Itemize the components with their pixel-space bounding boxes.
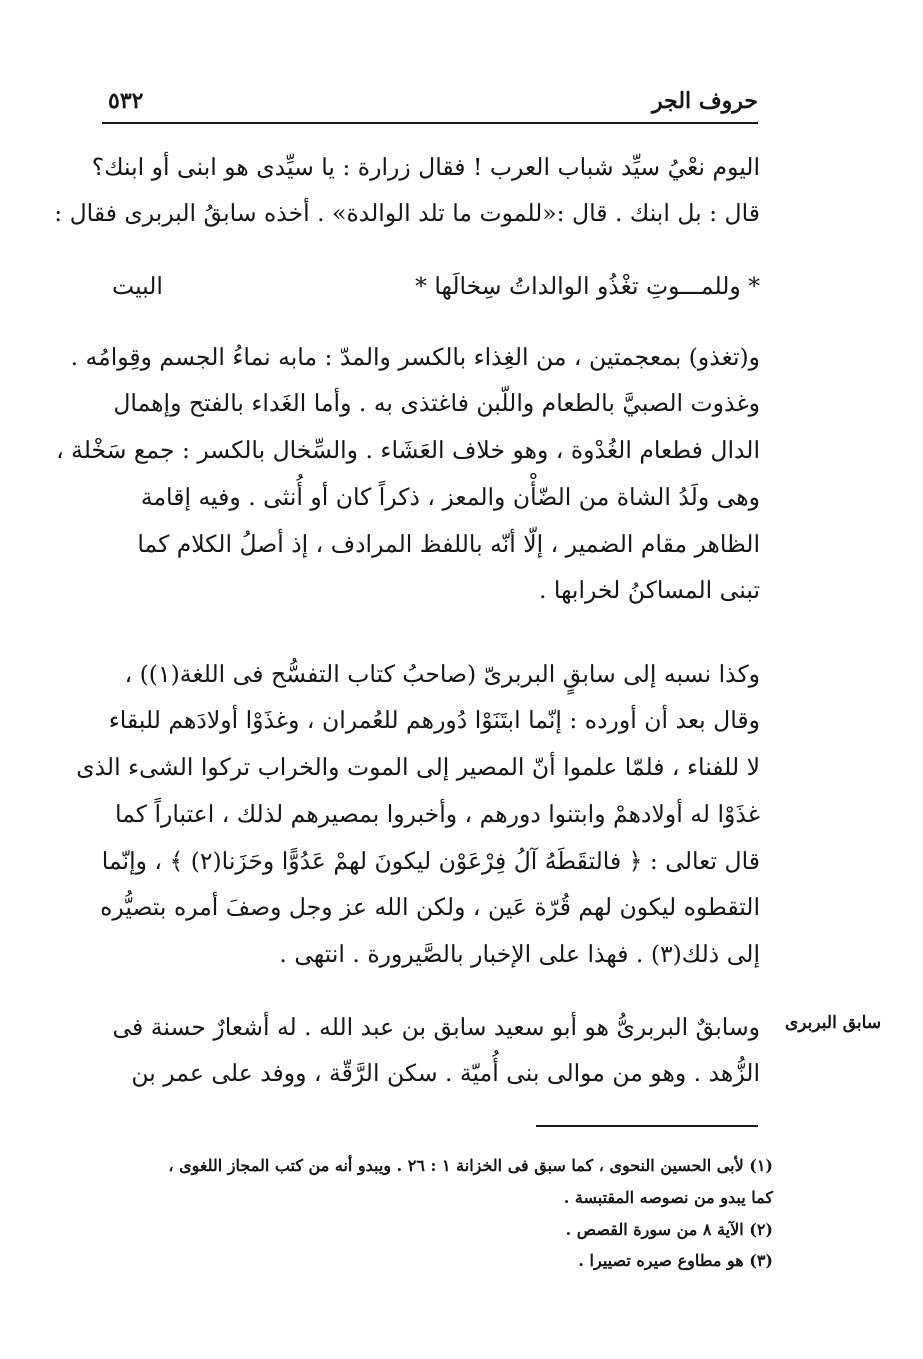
text-line: وسابقٌ البربرىُّ هو أبو سعيد سابق بن عبد الله . له أشعارٌ حسنة فى bbox=[112, 1013, 760, 1041]
text-line: اليوم نعْيُ سيِّد شباب العرب ! فقال زرارة : يا سيِّدى هو ابنى أو ابنك؟ bbox=[91, 153, 760, 181]
text-line: قال : بل ابنك . قال :«للموت ما تلد الوالدة» . أخذه سابقُ البربرى فقال : bbox=[54, 199, 760, 227]
intro-block bbox=[54, 143, 760, 243]
margin-note: سابق البربرى bbox=[785, 1013, 882, 1033]
text-line: وغذوت الصبيَّ بالطعام واللّبن فاغتذى به . وأما الغَداء بالفتح وإهمال bbox=[113, 389, 760, 417]
running-title: حروف الجر bbox=[652, 88, 758, 114]
footnote: (١) لأبى الحسين النحوى ، كما سبق فى الخزانة ١ : ٢٦ . ويبدو أنه من كتب المجاز اللغوى ، bbox=[168, 1156, 773, 1175]
paragraph-1 bbox=[56, 333, 760, 633]
page-number: ٥٣٢ bbox=[108, 88, 144, 114]
footnote: (٢) الآية ٨ من سورة القصص . bbox=[565, 1220, 773, 1239]
verse-line bbox=[112, 262, 760, 310]
text-line: الزُّهد . وهو من موالى بنى أُميّة . سكن الرَّقّة ، ووفد على عمر بن bbox=[131, 1059, 760, 1087]
text-line: وقال بعد أن أورده : إنّما ابتَنَوْا دُورهم للعُمران ، وغذَوْا أولادَهم للبقاء bbox=[108, 706, 760, 734]
footnote-rule bbox=[536, 1125, 758, 1127]
text-line: التقطوه ليكون لهم قُرّة عَين ، ولكن الله عز وجل وصفَ أمره بتصيُّره bbox=[100, 893, 760, 921]
text-line: الدال فطعام الغُدْوة ، وهو خلاف العَشَاء . والسِّخال بالكسر : جمع سَخْلة ، bbox=[56, 436, 760, 464]
text-line: و(تغذو) بمعجمتين ، من الغِذاء بالكسر والمدّ : مابه نماءُ الجسم وقِوامُه . bbox=[70, 343, 760, 371]
page-header bbox=[108, 86, 758, 116]
footnote: كما يبدو من نصوصه المقتبسة . bbox=[563, 1188, 773, 1207]
text-line: لا للفناء ، فلمّا علموا أنّ المصير إلى الموت والخراب تركوا الشىء الذى bbox=[76, 753, 760, 781]
text-line: الظاهر مقام الضمير ، إلّا أنّه باللفظ المرادف ، إذ أصلُ الكلام كما bbox=[137, 530, 760, 558]
verse-tag: البيت bbox=[112, 272, 163, 300]
header-rule bbox=[102, 122, 758, 124]
text-line: غذَوْا له أولادهمْ وابتنوا دورهم ، وأخبروا بمصيرهم لذلك ، اعتباراً كما bbox=[115, 800, 760, 828]
footnote: (٣) هو مطاوع صيره تصييرا . bbox=[578, 1251, 773, 1270]
text-line: إلى ذلك(٣) . فهذا على الإخبار بالصَّيرورة . انتهى . bbox=[279, 940, 760, 968]
paragraph-2 bbox=[76, 650, 760, 990]
text-line: قال تعالى : ﴿ فالتقَطَهُ آلُ فِرْعَوْن ليكونَ لهمْ عَدُوًّا وحَزَنا(٢) ﴾ ، وإنّما bbox=[101, 847, 760, 875]
verse-text: * وللمـــوتِ تغْذُو الوالداتُ سِخالَها * bbox=[415, 272, 760, 300]
paragraph-3 bbox=[112, 1003, 760, 1103]
text-line: وكذا نسبه إلى سابقٍ البربرىّ (صاحبُ كتاب التفسُّح فى اللغة(١)) ، bbox=[124, 660, 760, 688]
text-line: وهى ولَدُ الشاة من الضّأْن والمعز ، ذكراً كان أو أُنثى . وفيه إقامة bbox=[140, 483, 760, 511]
text-line: تبنى المساكنُ لخرابها . bbox=[538, 576, 760, 604]
